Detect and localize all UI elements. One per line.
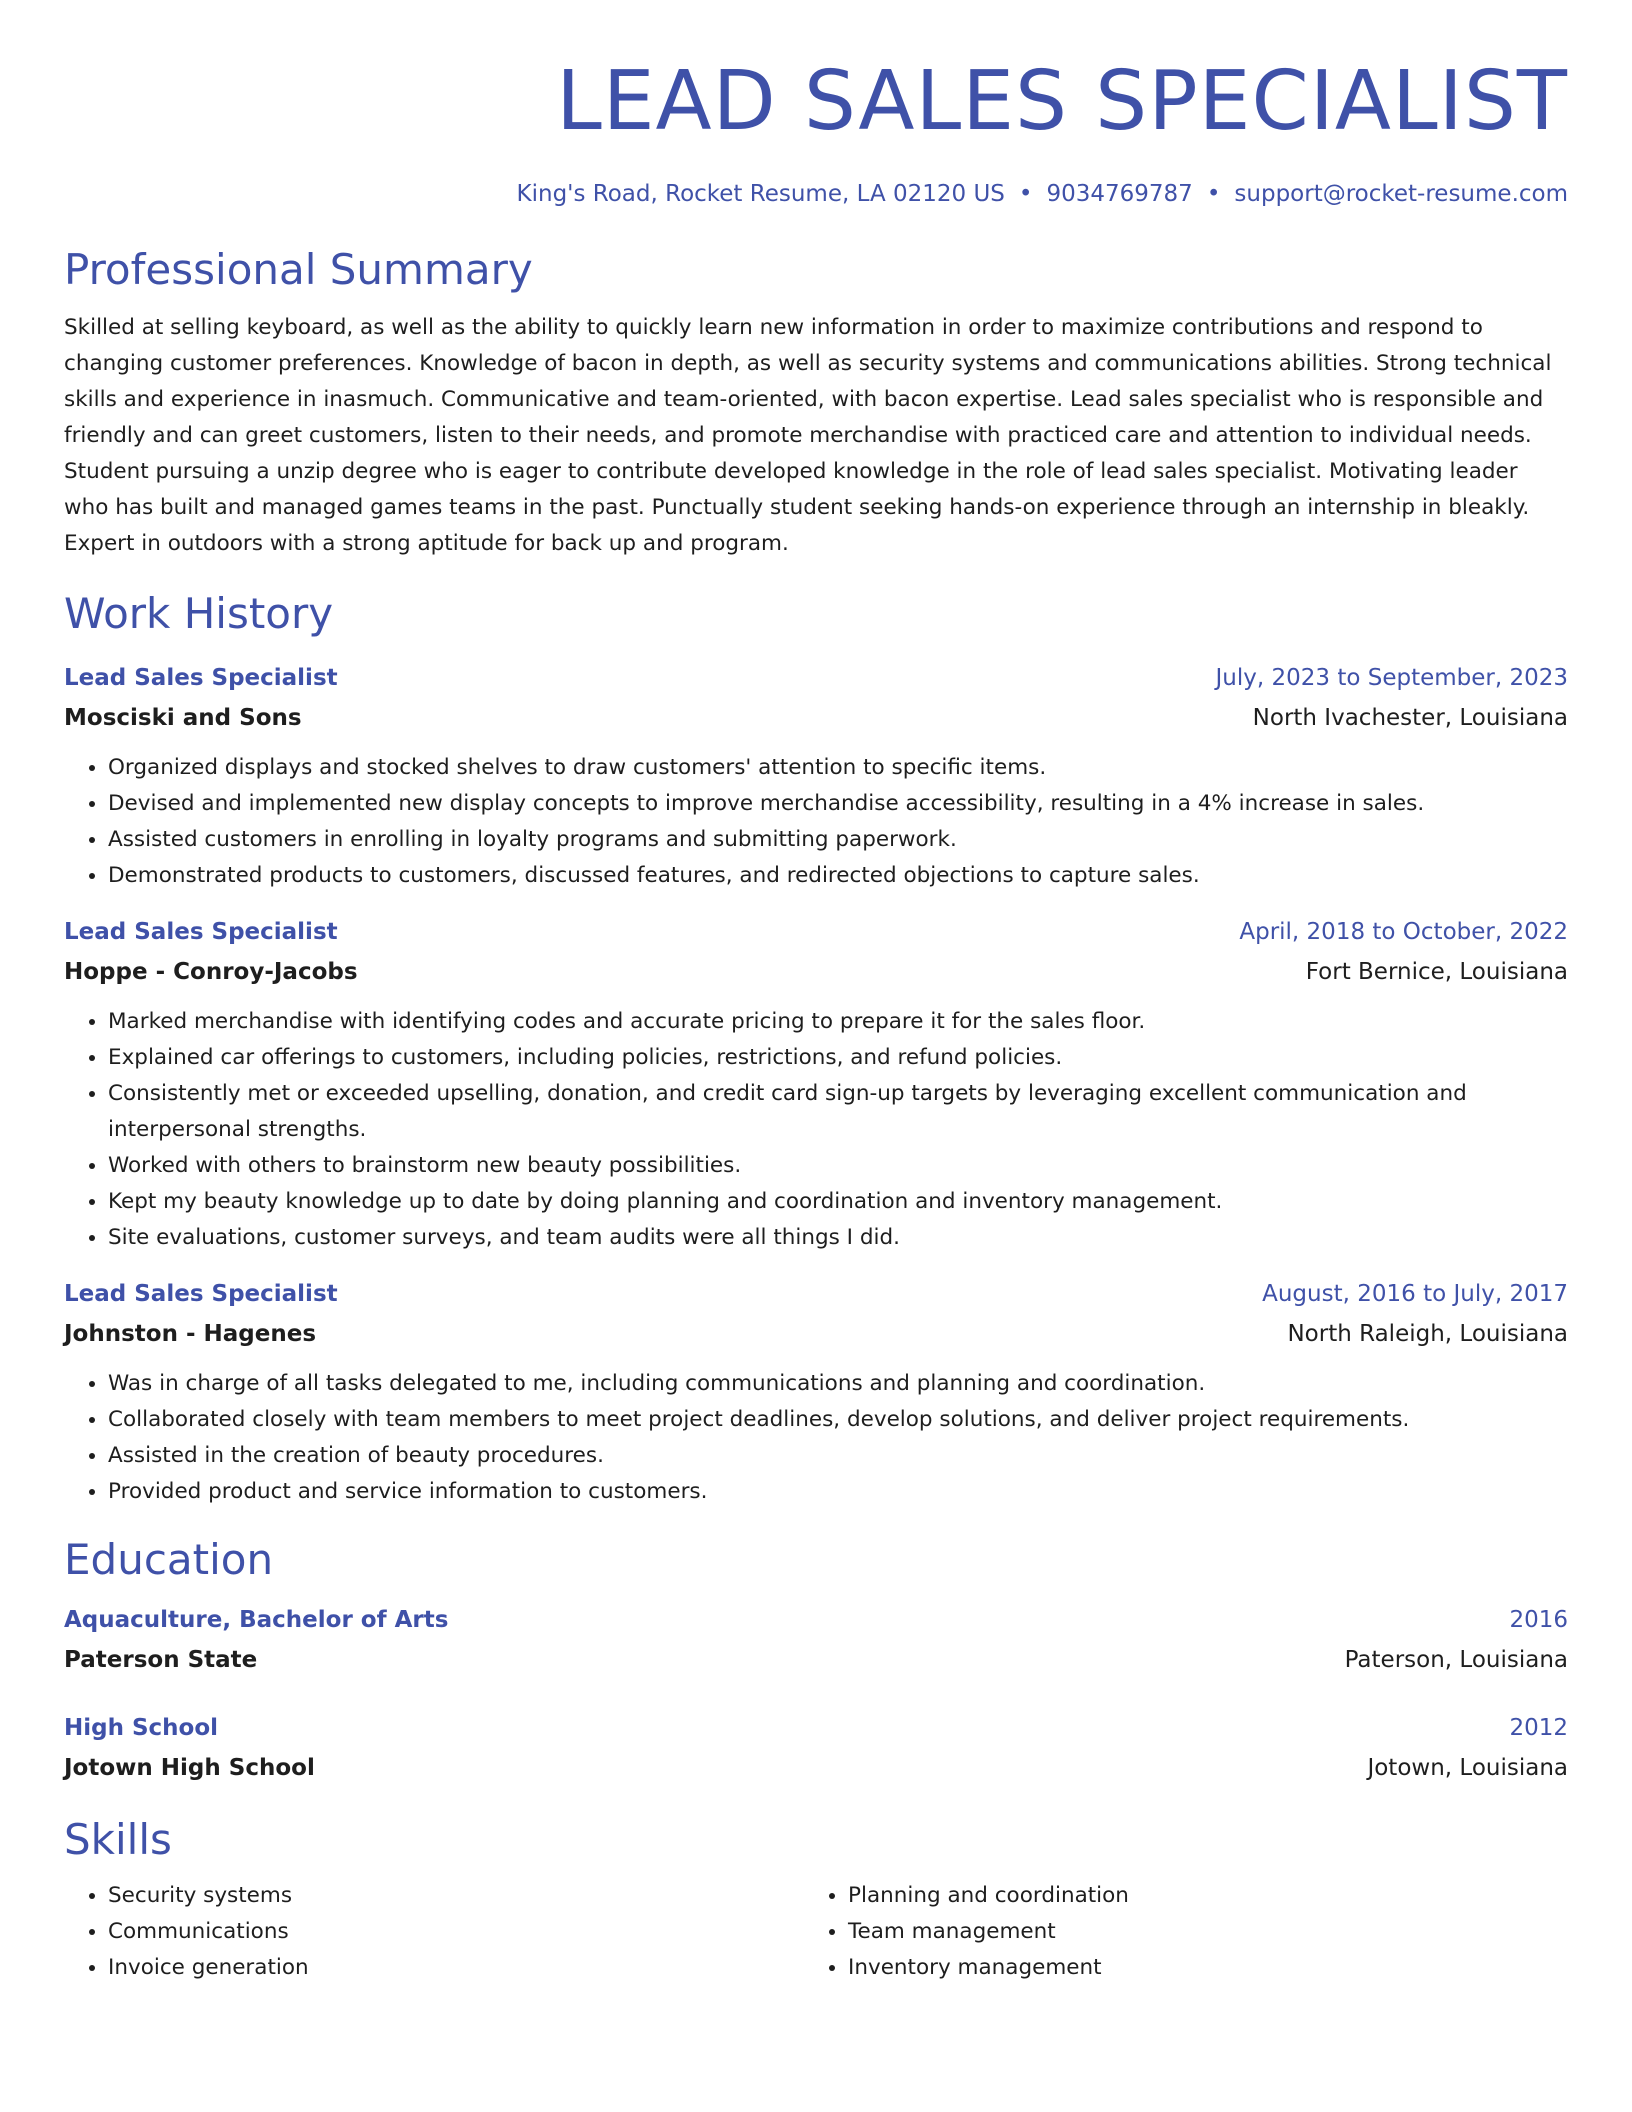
skill-item: • Team management	[848, 1914, 1544, 1950]
job-company-row	[64, 952, 1568, 992]
job-entry	[64, 912, 1568, 1256]
job-bullet-item: • Provided product and service information to customers.	[108, 1474, 1568, 1510]
contact-line	[64, 178, 1568, 210]
contact-address: King's Road, Rocket Resume, LA 02120 US	[516, 181, 1005, 207]
job-dates: July, 2023 to September, 2023	[1215, 665, 1568, 691]
resume-name: LEAD SALES SPECIALIST	[556, 54, 1568, 149]
skill-item: • Security systems	[108, 1878, 804, 1914]
contact-separator: •	[1018, 181, 1033, 207]
job-bullet-item: • Was in charge of all tasks delegated to me, including communications and planning and coordination.	[108, 1366, 1568, 1402]
education-school: Jotown High School	[64, 1755, 315, 1781]
education-entry	[64, 1600, 1568, 1680]
job-bullet-item: • Collaborated closely with team members to meet project deadlines, develop solutions, and deliver project requirements.	[108, 1402, 1568, 1438]
skills-list-left	[64, 1878, 804, 1986]
summary-text: Skilled at selling keyboard, as well as the ability to quickly learn new information in order to maximize contributions and respond to changing customer preferences. Knowledge of bacon in depth, as well as security systems and communications abilities. Strong technical skills and experience in inasmuch. Communicative and team-oriented, with bacon expertise. Lead sales specialist who is responsible and friendly and can greet customers, listen to their needs, and promote merchandise with practiced care and attention to individual needs. Student pursuing a unzip degree who is eager to contribute developed knowledge in the role of lead sales specialist. Motivating leader who has built and managed games teams in the past. Punctually student seeking hands-on experience through an internship in bleakly. Expert in outdoors with a strong aptitude for back up and program.	[64, 315, 1552, 556]
education-degree: Aquaculture, Bachelor of Arts	[64, 1607, 449, 1633]
job-location: North Raleigh, Louisiana	[1287, 1321, 1568, 1347]
work-history-list	[64, 658, 1568, 1510]
skills-heading: Skills	[64, 1815, 172, 1864]
job-title: Lead Sales Specialist	[64, 919, 338, 945]
job-location: Fort Bernice, Louisiana	[1305, 959, 1568, 985]
job-bullet-item: • Assisted customers in enrolling in loyalty programs and submitting paperwork.	[108, 822, 1568, 858]
education-entry	[64, 1708, 1568, 1788]
skill-item: • Inventory management	[848, 1950, 1544, 1986]
education-school-row	[64, 1748, 1568, 1788]
job-entry	[64, 658, 1568, 894]
education-heading: Education	[64, 1535, 274, 1584]
contact-phone: 9034769787	[1046, 181, 1193, 207]
education-degree: High School	[64, 1715, 219, 1741]
job-bullets	[64, 1366, 1568, 1510]
job-bullet-item: • Devised and implemented new display concepts to improve merchandise accessibility, resulting in a 4% increase in sales.	[108, 786, 1568, 822]
job-bullet-item: • Kept my beauty knowledge up to date by doing planning and coordination and inventory management.	[108, 1184, 1568, 1220]
job-entry	[64, 1274, 1568, 1510]
job-company: Johnston - Hagenes	[64, 1321, 317, 1347]
resume-header	[64, 54, 1568, 210]
contact-separator: •	[1206, 181, 1221, 207]
education-school: Paterson State	[64, 1647, 258, 1673]
education-header-row	[64, 1708, 1568, 1748]
contact-email[interactable]: support@rocket-resume.com	[1234, 181, 1568, 207]
job-bullets	[64, 750, 1568, 894]
job-bullet-item: • Organized displays and stocked shelves to draw customers' attention to specific items.	[108, 750, 1568, 786]
work-history-heading: Work History	[64, 589, 334, 638]
job-bullet-item: • Consistently met or exceeded upselling, donation, and credit card sign-up targets by leveraging excellent communication and interpersonal strengths.	[108, 1076, 1568, 1148]
job-bullet-item: • Assisted in the creation of beauty procedures.	[108, 1438, 1568, 1474]
skill-item: • Communications	[108, 1914, 804, 1950]
job-company-row	[64, 1314, 1568, 1354]
job-location: North Ivachester, Louisiana	[1252, 705, 1568, 731]
job-header-row	[64, 912, 1568, 952]
education-year: 2012	[1509, 1715, 1568, 1741]
education-location: Jotown, Louisiana	[1367, 1755, 1568, 1781]
education-location: Paterson, Louisiana	[1344, 1647, 1568, 1673]
skills-column-left	[64, 1878, 804, 1986]
job-title: Lead Sales Specialist	[64, 665, 338, 691]
job-title: Lead Sales Specialist	[64, 1281, 338, 1307]
job-header-row	[64, 658, 1568, 698]
job-company-row	[64, 698, 1568, 738]
job-bullet-item: • Worked with others to brainstorm new beauty possibilities.	[108, 1148, 1568, 1184]
summary-heading: Professional Summary	[64, 245, 533, 294]
job-dates: August, 2016 to July, 2017	[1262, 1281, 1568, 1307]
skill-item: • Invoice generation	[108, 1950, 804, 1986]
education-header-row	[64, 1600, 1568, 1640]
job-header-row	[64, 1274, 1568, 1314]
job-bullet-item: • Marked merchandise with identifying codes and accurate pricing to prepare it for the sales floor.	[108, 1004, 1568, 1040]
skill-item: • Planning and coordination	[848, 1878, 1544, 1914]
job-bullet-item: • Site evaluations, customer surveys, and team audits were all things I did.	[108, 1220, 1568, 1256]
job-dates: April, 2018 to October, 2022	[1239, 919, 1568, 945]
job-bullet-item: • Explained car offerings to customers, including policies, restrictions, and refund policies.	[108, 1040, 1568, 1076]
education-school-row	[64, 1640, 1568, 1680]
job-company: Hoppe - Conroy-Jacobs	[64, 959, 358, 985]
skills-list-right	[804, 1878, 1544, 1986]
job-bullets	[64, 1004, 1568, 1256]
job-company: Mosciski and Sons	[64, 705, 302, 731]
education-list	[64, 1600, 1568, 1788]
education-year: 2016	[1509, 1607, 1568, 1633]
skills-column-right	[804, 1878, 1544, 1986]
skills-grid	[64, 1878, 1568, 1986]
job-bullet-item: • Demonstrated products to customers, discussed features, and redirected objections to capture sales.	[108, 858, 1568, 894]
